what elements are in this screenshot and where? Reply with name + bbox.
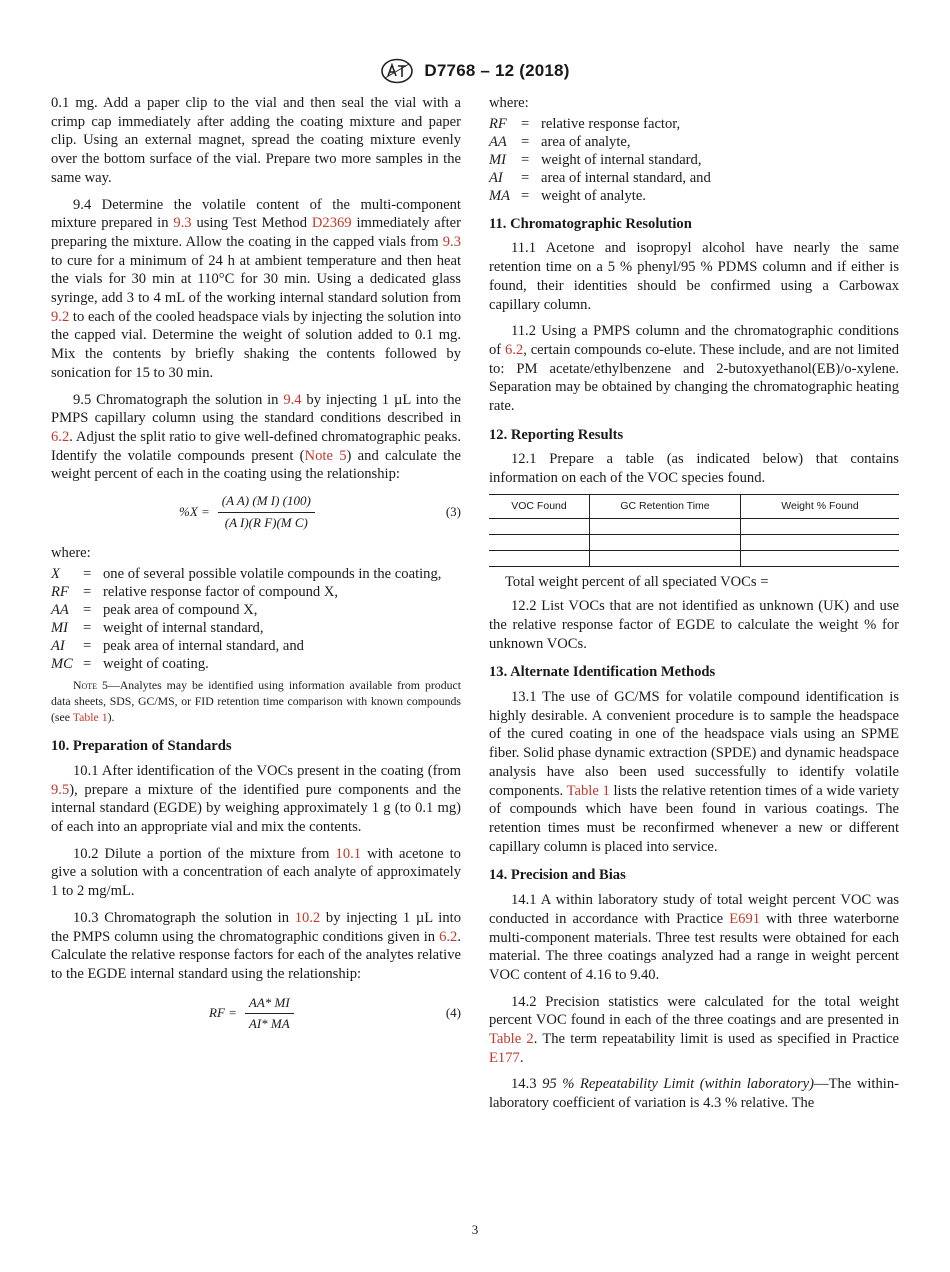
document-designation: D7768 – 12 (2018): [424, 61, 570, 80]
astm-logo-icon: [380, 58, 414, 84]
where-label: where:: [489, 95, 529, 111]
definition-row: RF = relative response factor of compound X,: [51, 584, 339, 601]
paragraph-12-2: 12.2 List VOCs that are not identified as unknown (UK) and use the relative response factor of EGDE to calculate the weight % for unknown VOCs.: [489, 598, 899, 652]
note-5: Note 5—Analytes may be identified using information available from product data sheets, SDS, GC/MS, or FID retention time comparison with known compounds (see Table 1).: [51, 678, 461, 725]
ref-6-2[interactable]: 6.2: [51, 428, 70, 445]
paragraph-11-1: 11.1 Acetone and isopropyl alcohol have nearly the same retention time on a 5 % phenyl/95 % PDMS column and if either is found, their identities should be confirmed using a Carbowax capillary column.: [489, 240, 899, 313]
definition-row: AI = peak area of internal standard, and: [51, 638, 304, 655]
paragraph-continuation: 0.1 mg. Add a paper clip to the vial and then seal the vial with a crimp cap immediately after adding the coating mixture and paper clip. Using an external magnet, spread the coating mixture evenly over the bottom surface of the vial. Prepare two more samples in the same way.: [51, 95, 461, 186]
paragraph-14-3: 14.3 95 % Repeatability Limit (within laboratory)—The within-laboratory coefficient of variation is 4.3 % relative. The: [489, 1076, 899, 1112]
where-label: where:: [51, 545, 91, 562]
column-header-gc-retention-time: GC Retention Time: [590, 494, 741, 518]
equation-4: RF = $\frac{AA* MI}{AI* MA}$ (4): [51, 994, 461, 1034]
table-row: [489, 534, 899, 550]
right-column: [489, 94, 899, 1121]
paragraph-10-3: 10.3 Chromatograph the solution in 10.2 by injecting 1 µL into the PMPS column using the chromatographic conditions given in 6.2. Calculate the relative response factors for each of the analytes relative to the EGDE internal standard using the relationship:: [51, 909, 462, 982]
paragraph-9-5: 9.5 Chromatograph the solution in 9.4 by injecting 1 µL into the PMPS capillary column using the standard conditions described in 6.2. Adjust the split ratio to give well-defined chromatographic peaks. Identify the volatile compounds present (Note 5) and calculate the weight percent of each in the coating using the relationship:: [51, 391, 461, 483]
ref-9-5[interactable]: 9.5: [51, 781, 70, 798]
ref-table-1[interactable]: Table 1: [72, 710, 108, 725]
page-header: [0, 58, 950, 84]
heading-section-10: 10. Preparation of Standards: [51, 738, 232, 755]
ref-9-4[interactable]: 9.4: [283, 391, 302, 408]
paragraph-12-1: 12.1 Prepare a table (as indicated below) that contains information on each of the VOC species found.: [489, 451, 899, 487]
definition-row: MI = weight of internal standard,: [51, 620, 264, 637]
equation-3-number: (3): [445, 503, 461, 519]
heading-section-12: 12. Reporting Results: [489, 426, 624, 443]
ref-e691[interactable]: E691: [729, 910, 761, 927]
table-row: [489, 550, 899, 566]
ref-table-2[interactable]: Table 2: [489, 1031, 534, 1048]
paragraph-10-2: 10.2 Dilute a portion of the mixture from 10.1 with acetone to give a solution with a concentration of each analyte of approximately 1 to 2 mg/mL.: [51, 845, 461, 900]
definition-row: AA = area of analyte,: [489, 133, 631, 150]
ref-note-5[interactable]: Note 5: [304, 447, 347, 464]
definition-row: MC = weight of coating.: [51, 656, 209, 673]
ref-9-3b[interactable]: 9.3: [442, 233, 461, 250]
ref-6-2b[interactable]: 6.2: [439, 928, 458, 945]
total-weight-line: Total weight percent of all speciated VOCs =: [505, 573, 769, 590]
column-header-weight-found: Weight % Found: [741, 494, 900, 518]
paragraph-9-4: 9.4 Determine the volatile content of the multi-component mixture prepared in 9.3 using Test Method D2369 immediately after preparing the mixture. Allow the coating in the capped vials from 9.3 to cure for a minimum of 24 h at ambient temperature and then heat the vials for 30 min at 110°C for 30 min. Using a dedicated glass syringe, add 3 to 4 mL of the working internal standard solution from 9.2 to each of the cooled headspace vials by injecting the solution into the capped vial. Determine the weight of solution added to 0.1 mg. Mix the contents by briefly shaking the contents followed by sonication for 15 to 30 min.: [51, 196, 461, 381]
equation-4-numerator: AA* MI: [245, 994, 294, 1015]
ref-9-3[interactable]: 9.3: [173, 215, 192, 232]
definition-row: X = one of several possible volatile compounds in the coating,: [51, 566, 442, 583]
equation-3-denominator: (A I)(R F)(M C): [224, 514, 308, 530]
ref-6-2c[interactable]: 6.2: [504, 341, 524, 358]
paragraph-14-2: 14.2 Precision statistics were calculated for the total weight percent VOC found in each of the three coatings and are presented in Table 2. The term repeatability limit is used as specified in Practice E177.: [489, 993, 899, 1066]
heading-section-11: 11. Chromatographic Resolution: [489, 215, 692, 232]
definition-row: AI = area of internal standard, and: [489, 169, 711, 186]
equation-4-number: (4): [445, 1005, 461, 1021]
table-row: [489, 518, 899, 534]
ref-table-1b[interactable]: Table 1: [566, 782, 610, 799]
ref-e177[interactable]: E177: [489, 1049, 520, 1066]
definitions-list-1: [51, 565, 461, 673]
definitions-list-2: [489, 115, 899, 205]
paragraph-13-1: 13.1 The use of GC/MS for volatile compound identification is highly desirable. A convenient procedure is to sample the headspace of the cured coating in one of the headspace vials using an SPME fiber. Solid phase dynamic extraction (SPDE) and dynamic headspace analysis have also been used successfully to identify volatile components. Table 1 lists the relative retention times of a wide variety of compounds which have been found in various coatings. The retention times must be reconfirmed whenever a new or different capillary column is placed into service.: [489, 689, 899, 855]
definition-row: RF = relative response factor,: [489, 115, 681, 132]
definition-row: MI = weight of internal standard,: [489, 151, 702, 168]
ref-10-2[interactable]: 10.2: [294, 909, 321, 926]
paragraph-14-1: 14.1 A within laboratory study of total weight percent VOC was conducted in accordance with Practice E691 with three waterborne multi-component materials. Three test results were obtained for each material. The three coatings analyzed had a range in weight percent VOC content of 4.16 to 9.40.: [489, 892, 899, 983]
paragraph-10-1: 10.1 After identification of the VOCs present in the coating (from 9.5), prepare a mixture of the identified pure components and the internal standard (EGDE) by weighing approximately 1 g (to 0.1 mg) of each into an appropriate vial and mix the contents.: [51, 762, 461, 835]
equation-3-numerator: (A A) (M I) (100): [218, 492, 315, 513]
definition-row: AA = peak area of compound X,: [51, 602, 258, 619]
paragraph-11-2: 11.2 Using a PMPS column and the chromatographic conditions of 6.2, certain compounds co-elute. These include, and are not limited to: PM acetate/ethylbenzene and 2-butoxyethanol(EB)/o-xylene. Separation may be obtained by changing the chromatographic heating rate.: [489, 323, 899, 415]
ref-d2369[interactable]: D2369: [311, 215, 352, 232]
ref-9-2[interactable]: 9.2: [51, 308, 70, 325]
equation-4-denominator: AI* MA: [248, 1016, 290, 1032]
page-number: 3: [471, 1222, 479, 1237]
column-header-voc-found: VOC Found: [489, 494, 590, 518]
equation-3: %X = $\frac{\text{(A A) (M I) (100)}}{\text{(A I)(R F)(M C)}}$ (3): [51, 492, 461, 532]
definition-row: MA = weight of analyte.: [489, 187, 646, 204]
ref-10-1[interactable]: 10.1: [335, 845, 362, 862]
voc-report-table: [489, 494, 899, 567]
heading-section-13: 13. Alternate Identification Methods: [489, 664, 716, 681]
left-column: [51, 94, 461, 1046]
heading-section-14: 14. Precision and Bias: [489, 867, 626, 884]
